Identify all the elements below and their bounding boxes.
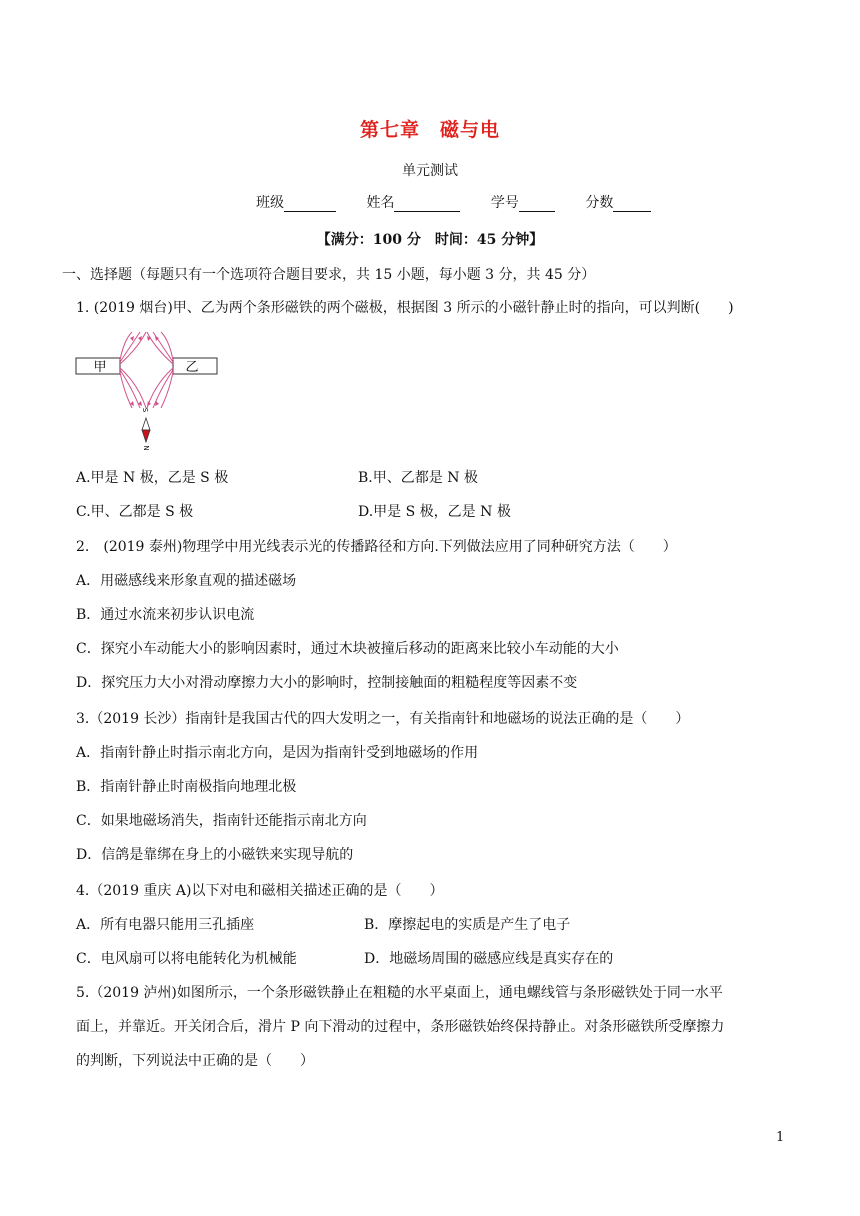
- question-2-option-c: C．探究小车动能大小的影响因素时，通过木块被撞后移动的距离来比较小车动能的大小: [76, 641, 619, 657]
- field-lines-top: [120, 332, 173, 364]
- page-title: 第七章 磁与电: [359, 119, 500, 141]
- question-3-option-d: D．信鸽是靠绑在身上的小磁铁来实现导航的: [76, 847, 354, 863]
- question-4-option-c: C．电风扇可以将电能转化为机械能: [76, 951, 297, 967]
- magnet-left-label: 甲: [93, 360, 107, 375]
- question-1-option-b: B.甲、乙都是 N 极: [358, 470, 478, 486]
- question-1-option-d: D.甲是 S 极，乙是 N 极: [358, 504, 511, 520]
- question-5-stem-line-3: 的判断，下列说法中正确的是（ ）: [76, 1053, 314, 1069]
- question-3-stem: 3.（2019 长沙）指南针是我国古代的四大发明之一，有关指南针和地磁场的说法正确的是（ ）: [76, 711, 690, 727]
- needle-n-label: N: [142, 445, 150, 451]
- field-name-label: 姓名: [366, 195, 395, 211]
- page-subtitle: 单元测试: [402, 163, 458, 179]
- question-3-option-b: B．指南针静止时南极指向地理北极: [76, 779, 297, 795]
- page-number: 1: [776, 1130, 785, 1145]
- field-lines-bottom: [120, 368, 173, 408]
- question-2-option-a: A．用磁感线来形象直观的描述磁场: [76, 573, 297, 589]
- question-2-option-b: B．通过水流来初步认识电流: [76, 607, 255, 623]
- magnet-field-figure: [74, 330, 219, 460]
- question-4-option-d: D．地磁场周围的磁感应线是真实存在的: [364, 951, 614, 967]
- question-3-option-a: A．指南针静止时指示南北方向，是因为指南针受到地磁场的作用: [76, 745, 479, 761]
- question-1-option-c: C.甲、乙都是 S 极: [76, 504, 194, 520]
- section-heading: 一、选择题（每题只有一个选项符合题目要求，共 15 小题，每小题 3 分，共 45 分）: [62, 267, 596, 283]
- field-number-blank: [519, 197, 555, 212]
- question-4-stem: 4.（2019 重庆 A)以下对电和磁相关描述正确的是（ ）: [76, 883, 444, 899]
- question-2-option-d: D．探究压力大小对滑动摩擦力大小的影响时，控制接触面的粗糙程度等因素不变: [76, 675, 578, 691]
- question-4-option-b: B．摩擦起电的实质是产生了电子: [364, 917, 571, 933]
- field-score-blank: [613, 197, 651, 212]
- question-5-stem-line-2: 面上，并靠近。开关闭合后，滑片 P 向下滑动的过程中，条形磁铁始终保持静止。对条形磁铁所受摩擦力: [76, 1019, 725, 1035]
- field-class-blank: [284, 197, 336, 212]
- field-number-label: 学号: [490, 195, 519, 211]
- magnet-right-label: 乙: [185, 360, 199, 375]
- question-1-stem: 1. (2019 烟台)甲、乙为两个条形磁铁的两个磁极，根据图 3 所示的小磁针静止时的指向，可以判断( ): [76, 300, 734, 316]
- field-name-blank: [394, 197, 460, 212]
- student-info-row: [256, 192, 677, 212]
- needle-n-half: [142, 430, 150, 442]
- question-1-option-a: A.甲是 N 极，乙是 S 极: [76, 470, 229, 486]
- question-5-stem-line-1: 5.（2019 泸州)如图所示，一个条形磁铁静止在粗糙的水平桌面上，通电螺线管与条形磁铁处于同一水平: [76, 985, 723, 1001]
- field-score-label: 分数: [585, 195, 614, 211]
- needle-s-half: [142, 418, 150, 430]
- score-time-line: 【满分：100 分 时间：45 分钟】: [316, 232, 544, 248]
- question-2-stem: 2. (2019 泰州)物理学中用光线表示光的传播路径和方向.下列做法应用了同种研究方法（ ）: [76, 539, 677, 555]
- question-4-option-a: A．所有电器只能用三孔插座: [76, 917, 255, 933]
- needle-s-label: S: [141, 407, 149, 413]
- field-class-label: 班级: [256, 195, 284, 211]
- question-3-option-c: C．如果地磁场消失，指南针还能指示南北方向: [76, 813, 367, 829]
